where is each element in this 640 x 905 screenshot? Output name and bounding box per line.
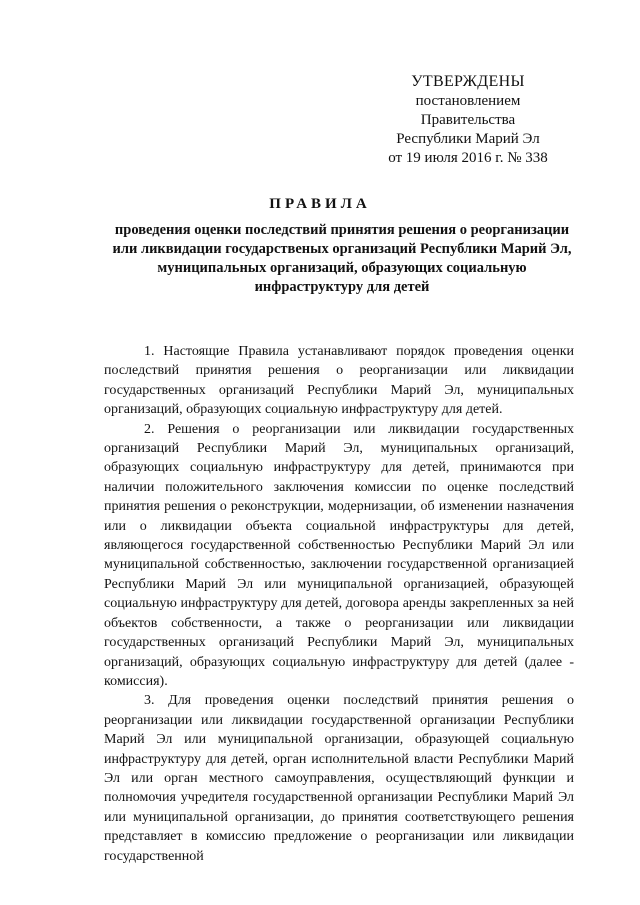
- approval-line-2: Республики Марий Эл: [396, 131, 540, 147]
- document-subtitle: проведения оценки последствий принятия решения о реорганизации или ликвидации государственых организаций Республики Марий Эл, муниципальных организаций, образующих социальную инфраструктуру для детей: [112, 222, 572, 295]
- paragraph-2: 2. Решения о реорганизации или ликвидации государственных организаций Республики Марий Эл, муниципальных организаций, образующих социальную инфраструктуру для детей, принимаются при наличии положительного заключения комиссии по оценке последствий принятия решения о реконструкции, модернизации, об изменении назначения или о ликвидации объекта социальной инфраструктуры для детей, являющегося государственной собственностью Республики Марий Эл или муниципальной собственностью, заключении государственной организацией Республики Марий Эл или муниципальной организацией, образующей социальную инфраструктуру для детей, договора аренды закрепленных за ней объектов собственности, а также о реорганизации или ликвидации государственных организаций Республики Марий Эл, муниципальных организаций, образующих социальную инфраструктуру для детей (далее - комиссия).: [104, 421, 574, 689]
- approval-heading: УТВЕРЖДЕНЫ: [411, 73, 525, 90]
- paragraph-3: 3. Для проведения оценки последствий принятия решения о реорганизации или ликвидации государственной организации Республики Марий Эл или муниципальной организации, образующей социальную инфраструктуру для детей, орган исполнительной власти Республики Марий Эл или орган местного самоуправления, осуществляющий функции и полномочия учредителя государственной организации Республики Марий Эл или муниципальной организации, до принятия соответствующего решения представляет в комиссию предложение о реорганизации или ликвидации государственной: [104, 693, 574, 864]
- document-title: ПРАВИЛА: [269, 196, 371, 212]
- approval-date-line: от 19 июля 2016 г. № 338: [388, 150, 548, 166]
- paragraph-1: 1. Настоящие Правила устанавливают порядок проведения оценки последствий принятия решения о реорганизации или ликвидации государственных организаций Республики Марий Эл, муниципальных организаций, образующих социальную инфраструктуру для детей.: [104, 344, 574, 418]
- document-body: [104, 342, 574, 866]
- approval-stamp: [368, 72, 568, 168]
- approval-line-1: постановлением Правительства: [415, 93, 521, 128]
